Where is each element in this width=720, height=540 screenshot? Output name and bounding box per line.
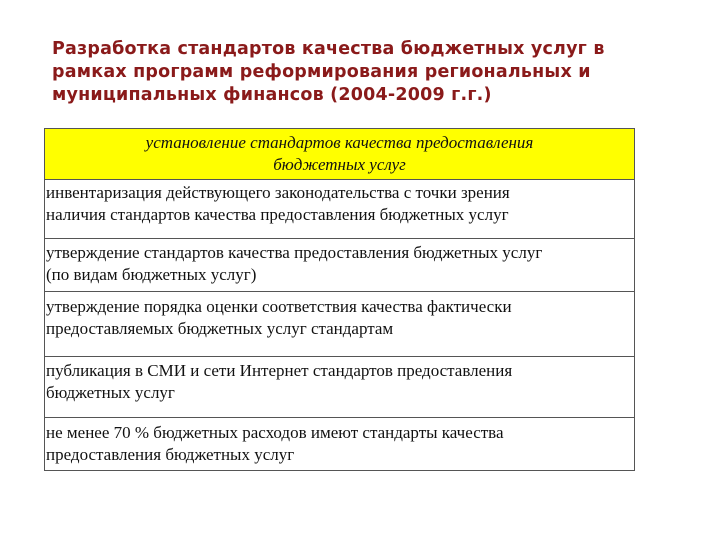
slide-title-line: муниципальных финансов (2004-2009 г.г.) bbox=[52, 85, 492, 105]
cell-line: публикация в СМИ и сети Интернет стандартов предоставления bbox=[46, 361, 513, 380]
table-cell bbox=[45, 357, 635, 418]
table-row bbox=[45, 357, 635, 418]
cell-line: бюджетных услуг bbox=[46, 383, 175, 402]
header-line: установление стандартов качества предоставления bbox=[145, 133, 534, 152]
table-cell bbox=[45, 292, 635, 357]
slide-title-line: рамках программ реформирования региональных и bbox=[52, 62, 591, 82]
table-row bbox=[45, 239, 635, 292]
cell-line: наличия стандартов качества предоставления бюджетных услуг bbox=[46, 205, 509, 224]
cell-line: не менее 70 % бюджетных расходов имеют стандарты качества bbox=[46, 423, 504, 442]
table-row bbox=[45, 180, 635, 239]
table-header-row bbox=[45, 129, 635, 180]
table-cell bbox=[45, 180, 635, 239]
cell-line: инвентаризация действующего законодательства с точки зрения bbox=[46, 183, 510, 202]
cell-line: утверждение стандартов качества предоставления бюджетных услуг bbox=[46, 243, 543, 262]
standards-table bbox=[44, 128, 635, 471]
slide-title-line: Разработка стандартов качества бюджетных услуг в bbox=[52, 39, 605, 59]
cell-line: предоставления бюджетных услуг bbox=[46, 445, 295, 464]
table-cell bbox=[45, 239, 635, 292]
slide-title bbox=[52, 38, 672, 107]
header-line: бюджетных услуг bbox=[273, 155, 406, 174]
table-cell bbox=[45, 418, 635, 471]
table-header-cell bbox=[45, 129, 635, 180]
cell-line: утверждение порядка оценки соответствия качества фактически bbox=[46, 297, 512, 316]
table-row bbox=[45, 418, 635, 471]
table-row bbox=[45, 292, 635, 357]
cell-line: (по видам бюджетных услуг) bbox=[46, 265, 257, 284]
cell-line: предоставляемых бюджетных услуг стандартам bbox=[46, 319, 394, 338]
